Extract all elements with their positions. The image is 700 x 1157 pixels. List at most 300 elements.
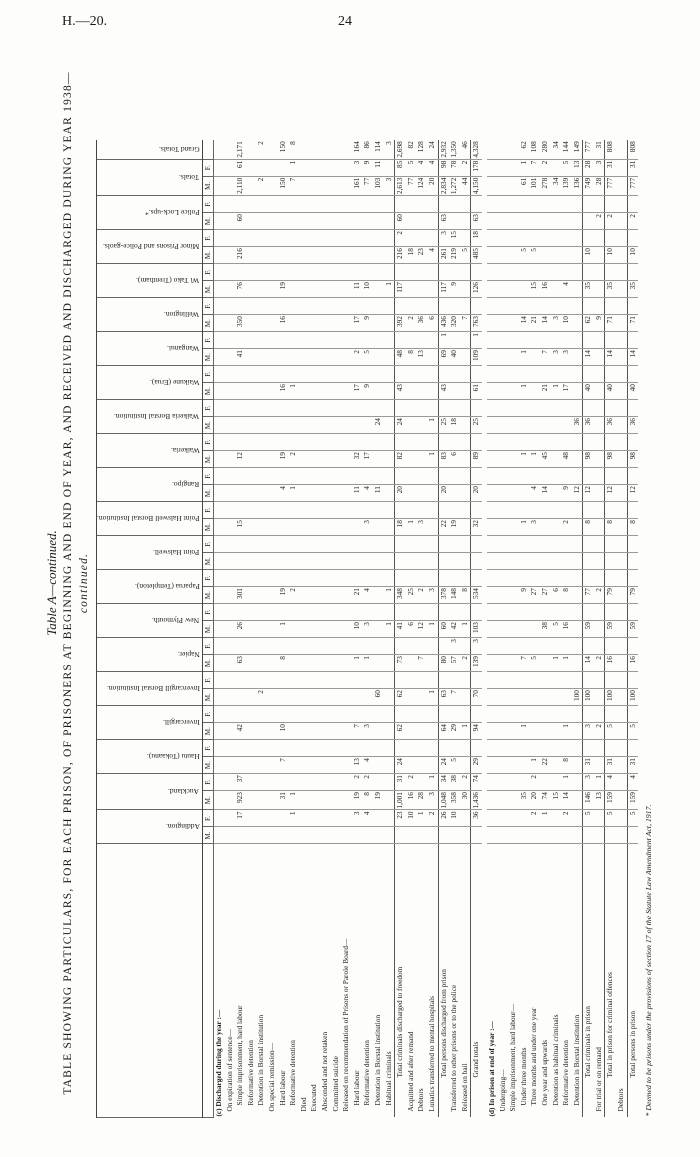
table-cell <box>214 383 225 400</box>
table-cell <box>529 740 540 757</box>
table-cell <box>246 366 257 383</box>
table-row <box>460 140 471 1117</box>
table-cell: 31 <box>605 159 616 176</box>
table-cell <box>309 230 320 247</box>
table-cell <box>214 519 225 536</box>
table-cell <box>288 434 299 451</box>
table-cell <box>487 791 498 810</box>
table-cell <box>416 298 427 315</box>
table-cell <box>498 159 509 176</box>
table-cell <box>572 349 583 366</box>
table-cell: 38 <box>449 774 460 791</box>
table-cell <box>627 570 638 587</box>
table-cell: 36 <box>471 810 482 827</box>
table-cell <box>616 383 627 400</box>
row-label: On expiration of sentence— <box>224 1029 234 1112</box>
table-cell <box>267 332 278 349</box>
table-cell <box>362 366 373 383</box>
table-row <box>572 140 583 1117</box>
table-cell <box>235 264 246 281</box>
table-cell <box>384 827 395 844</box>
table-cell: 10 <box>362 281 373 298</box>
table-cell <box>605 570 616 587</box>
table-cell <box>572 774 583 791</box>
table-cell: 2 <box>460 655 471 672</box>
table-row <box>299 140 310 1117</box>
table-cell: 76 <box>235 281 246 298</box>
table-cell: 10 <box>583 247 594 264</box>
table-cell <box>487 604 498 621</box>
table-cell <box>288 774 299 791</box>
table-cell <box>299 159 310 176</box>
table-cell: 103 <box>471 621 482 638</box>
table-cell <box>278 400 289 417</box>
table-cell <box>471 468 482 485</box>
table-cell <box>362 638 373 655</box>
table-cell <box>256 810 267 827</box>
row-label: Total criminals in prison <box>583 844 594 1118</box>
table-cell <box>416 383 427 400</box>
table-cell <box>498 621 509 638</box>
table-cell: 6 <box>406 621 417 638</box>
table-cell <box>416 366 427 383</box>
table-cell <box>288 655 299 672</box>
table-cell <box>299 810 310 827</box>
table-cell <box>416 264 427 281</box>
table-cell: 3 <box>449 638 460 655</box>
table-cell <box>551 247 562 264</box>
column-header <box>97 159 203 195</box>
table-cell <box>256 604 267 621</box>
table-cell: 2,613 <box>395 177 405 195</box>
table-cell <box>235 434 246 451</box>
table-cell: 60 <box>438 621 449 638</box>
table-cell <box>246 247 257 264</box>
table-cell <box>278 519 289 536</box>
table-cell: 777 <box>627 176 638 195</box>
table-cell <box>235 570 246 587</box>
table-cell <box>616 349 627 366</box>
table-cell <box>583 264 594 281</box>
table-cell: 777 <box>605 176 616 195</box>
sex-header-blank <box>202 140 214 159</box>
table-cell: 109 <box>471 349 482 366</box>
table-row <box>449 140 460 1117</box>
table-cell <box>267 621 278 638</box>
table-cell <box>616 176 627 195</box>
table-cell <box>627 672 638 689</box>
table-cell: 8 <box>460 587 471 604</box>
table-cell <box>487 740 498 757</box>
table-cell <box>320 434 331 451</box>
table-cell: 40 <box>605 383 616 400</box>
table-cell <box>309 638 320 655</box>
table-cell <box>594 468 605 485</box>
table-cell: 64 <box>438 723 449 740</box>
table-cell <box>395 400 406 417</box>
table-cell <box>561 230 572 247</box>
table-cell <box>288 740 299 757</box>
table-cell: 4,150 <box>471 177 481 195</box>
table-cell: 15 <box>235 519 246 536</box>
table-cell <box>299 553 310 570</box>
table-cell <box>288 570 299 587</box>
table-cell <box>373 315 384 332</box>
table-cell <box>373 638 384 655</box>
table-cell <box>214 332 225 349</box>
table-cell: 2 <box>352 774 363 791</box>
table-cell: 5 <box>605 723 616 740</box>
table-cell <box>246 621 257 638</box>
table-cell <box>341 315 352 332</box>
table-cell <box>529 827 540 844</box>
table-cell <box>605 196 616 213</box>
table-cell <box>320 791 331 810</box>
table-cell <box>246 485 257 502</box>
table-cell <box>288 706 299 723</box>
table-cell <box>616 230 627 247</box>
table-cell <box>449 485 460 502</box>
table-cell <box>320 536 331 553</box>
table-cell <box>278 827 289 844</box>
table-cell <box>373 332 384 349</box>
table-cell: 2 <box>594 587 605 604</box>
table-cell <box>427 502 438 519</box>
table-cell <box>214 706 225 723</box>
table-cell: 4 <box>278 485 289 502</box>
table-cell <box>331 570 342 587</box>
row-label: Lunatics transferred to mental hospitals <box>426 996 436 1112</box>
table-cell <box>540 604 551 621</box>
table-cell <box>498 230 509 247</box>
table-cell: 9 <box>362 315 373 332</box>
column-header-text: Wellington. <box>164 310 200 320</box>
table-cell: 2,932 <box>438 141 448 158</box>
table-cell <box>320 604 331 621</box>
table-cell: 40 <box>583 383 594 400</box>
table-cell <box>299 383 310 400</box>
table-cell <box>331 451 342 468</box>
table-cell: 62 <box>395 723 406 740</box>
table-cell <box>449 536 460 553</box>
table-cell: 22 <box>438 519 449 536</box>
table-cell: 2 <box>256 176 267 195</box>
table-row <box>498 140 509 1117</box>
table-cell <box>508 740 519 757</box>
table-cell: 44 <box>460 176 471 195</box>
table-cell <box>288 621 299 638</box>
table-cell: 1 <box>551 655 562 672</box>
table-row <box>373 140 384 1117</box>
table-cell <box>540 672 551 689</box>
table-cell <box>320 587 331 604</box>
table-cell: 148 <box>449 587 460 604</box>
table-cell <box>278 502 289 519</box>
table-cell <box>235 553 246 570</box>
table-cell <box>341 264 352 281</box>
row-label: Released on bail <box>459 1063 469 1112</box>
table-cell <box>508 485 519 502</box>
table-cell <box>460 810 471 827</box>
table-cell <box>309 451 320 468</box>
table-cell <box>395 604 406 621</box>
column-header <box>97 740 203 774</box>
table-row <box>561 140 572 1117</box>
table-cell <box>362 247 373 264</box>
table-cell <box>331 655 342 672</box>
table-cell <box>627 366 638 383</box>
table-cell <box>561 604 572 621</box>
table-cell <box>427 434 438 451</box>
table-cell: 3 <box>384 176 395 195</box>
table-cell <box>508 140 519 159</box>
table-cell <box>246 434 257 451</box>
table-cell <box>551 706 562 723</box>
table-cell <box>551 230 562 247</box>
table-cell <box>561 672 572 689</box>
table-cell <box>487 451 498 468</box>
table-cell <box>583 230 594 247</box>
table-cell: 31 <box>627 159 638 176</box>
table-cell <box>225 536 236 553</box>
table-cell <box>395 332 406 349</box>
table-cell <box>395 672 406 689</box>
table-cell <box>416 213 427 230</box>
table-cell <box>384 349 395 366</box>
table-cell: 16 <box>627 655 638 672</box>
table-cell: 777 <box>583 140 594 159</box>
table-cell <box>561 332 572 349</box>
table-cell <box>605 553 616 570</box>
table-cell <box>309 672 320 689</box>
row-label: Total persons discharged from prison <box>438 844 449 1118</box>
table-cell <box>214 621 225 638</box>
table-cell <box>508 264 519 281</box>
table-cell <box>267 400 278 417</box>
table-cell <box>561 247 572 264</box>
table-cell: 7 <box>529 159 540 176</box>
table-cell: 3 <box>352 159 363 176</box>
table-cell <box>331 417 342 434</box>
table-cell: 150 <box>278 176 289 195</box>
table-cell <box>551 159 562 176</box>
table-cell <box>341 774 352 791</box>
table-cell: 100 <box>605 689 616 706</box>
table-cell <box>508 689 519 706</box>
table-cell <box>519 536 530 553</box>
table-cell <box>214 570 225 587</box>
table-cell: 86 <box>362 140 373 159</box>
table-cell <box>616 366 627 383</box>
table-cell <box>320 655 331 672</box>
table-cell <box>416 638 427 655</box>
table-cell <box>416 230 427 247</box>
table-cell <box>406 553 417 570</box>
table-cell <box>487 159 498 176</box>
table-cell <box>498 723 509 740</box>
table-subtitle-text: TABLE SHOWING PARTICULARS, FOR EACH PRISON, OF PRISONERS AT BEGINNING AND END OF YEAR, AND RECEIVED AND DISCHARGED DURING YEAR 1938— <box>62 71 74 1095</box>
footnote-row <box>638 140 655 1117</box>
table-cell <box>278 159 289 176</box>
sex-header-male: M. <box>202 723 214 740</box>
column-header <box>97 774 203 810</box>
table-cell <box>449 740 460 757</box>
row-label: For trial or on remand <box>593 1047 603 1112</box>
table-cell <box>267 774 278 791</box>
table-cell <box>341 536 352 553</box>
table-cell <box>529 638 540 655</box>
table-cell <box>498 706 509 723</box>
table-cell: 38 <box>540 621 551 638</box>
table-cell <box>267 366 278 383</box>
table-cell <box>460 706 471 723</box>
table-cell: 2,171 <box>235 141 245 158</box>
table-cell <box>341 140 352 159</box>
table-cell <box>471 672 482 689</box>
table-cell <box>341 434 352 451</box>
table-cell: 25 <box>406 587 417 604</box>
row-label: On special remission— <box>267 1043 277 1112</box>
table-cell: 8 <box>406 349 417 366</box>
table-cell <box>540 196 551 213</box>
table-cell: 2 <box>540 159 551 176</box>
table-cell <box>605 672 616 689</box>
sex-header-female: F. <box>202 570 214 587</box>
table-cell <box>487 400 498 417</box>
table-cell <box>406 264 417 281</box>
table-cell <box>508 349 519 366</box>
table-cell: 8 <box>278 655 289 672</box>
sex-header-female: F. <box>202 706 214 723</box>
table-row <box>214 140 225 1117</box>
table-cell: 12 <box>572 485 583 502</box>
sex-header-female: F. <box>202 366 214 383</box>
table-cell <box>225 383 236 400</box>
table-cell <box>246 706 257 723</box>
table-cell: 14 <box>605 349 616 366</box>
table-cell <box>225 349 236 366</box>
table-cell <box>384 213 395 230</box>
table-cell <box>267 810 278 827</box>
table-cell <box>341 417 352 434</box>
table-cell <box>395 740 406 757</box>
table-cell: 13 <box>572 159 583 176</box>
table-cell <box>519 417 530 434</box>
sex-header-row <box>202 140 214 1117</box>
table-cell <box>427 383 438 400</box>
table-cell <box>395 553 406 570</box>
table-cell <box>235 689 246 706</box>
column-header <box>97 502 203 536</box>
table-cell <box>278 434 289 451</box>
table-cell <box>278 264 289 281</box>
table-cell <box>616 281 627 298</box>
table-cell <box>256 706 267 723</box>
table-cell <box>278 298 289 315</box>
table-cell <box>551 570 562 587</box>
table-cell: 923 <box>235 791 246 810</box>
table-cell <box>256 159 267 176</box>
table-cell <box>627 553 638 570</box>
table-cell <box>551 281 562 298</box>
table-cell <box>352 264 363 281</box>
table-cell <box>309 140 320 159</box>
table-cell: 2 <box>362 774 373 791</box>
table-cell <box>616 655 627 672</box>
table-cell <box>309 570 320 587</box>
table-cell <box>508 213 519 230</box>
table-cell <box>331 672 342 689</box>
table-cell <box>299 468 310 485</box>
table-cell <box>362 332 373 349</box>
table-cell <box>572 332 583 349</box>
table-cell <box>225 791 236 810</box>
table-cell: 9 <box>594 315 605 332</box>
table-cell: 12 <box>416 621 427 638</box>
table-cell <box>551 332 562 349</box>
table-cell: 4 <box>627 774 638 791</box>
table-cell: 17 <box>362 451 373 468</box>
column-header-text: Auckland. <box>168 787 200 797</box>
table-cell <box>246 140 257 159</box>
table-cell <box>487 519 498 536</box>
table-cell: 6 <box>449 451 460 468</box>
table-cell <box>594 332 605 349</box>
table-cell: 9 <box>519 587 530 604</box>
table-cell <box>498 519 509 536</box>
table-cell: 5 <box>406 159 417 176</box>
table-cell <box>551 672 562 689</box>
table-cell <box>309 159 320 176</box>
row-label: Debtors <box>616 1088 626 1112</box>
table-cell: 29 <box>449 723 460 740</box>
table-cell <box>616 810 627 827</box>
table-cell <box>427 536 438 553</box>
table-cell <box>309 281 320 298</box>
table-cell <box>540 400 551 417</box>
table-cell: 29 <box>471 757 482 774</box>
table-cell <box>214 810 225 827</box>
table-cell <box>331 196 342 213</box>
table-cell: 2 <box>256 689 267 706</box>
table-cell <box>616 400 627 417</box>
table-cell <box>529 366 540 383</box>
table-cell <box>331 281 342 298</box>
table-cell <box>519 281 530 298</box>
table-cell <box>438 672 449 689</box>
table-cell: 3 <box>551 315 562 332</box>
table-cell: 392 <box>395 315 406 332</box>
table-cell <box>427 349 438 366</box>
table-cell <box>373 621 384 638</box>
table-cell <box>225 638 236 655</box>
table-cell: 749 <box>583 176 594 195</box>
table-cell <box>594 827 605 844</box>
table-cell <box>341 332 352 349</box>
table-cell <box>214 689 225 706</box>
column-header <box>97 298 203 332</box>
table-cell <box>427 366 438 383</box>
table-cell: 1 <box>519 519 530 536</box>
table-cell: 77 <box>583 587 594 604</box>
table-cell <box>406 468 417 485</box>
table-cell <box>225 196 236 213</box>
table-cell <box>267 468 278 485</box>
table-cell <box>384 298 395 315</box>
table-cell <box>508 604 519 621</box>
table-cell <box>299 213 310 230</box>
table-cell <box>256 791 267 810</box>
